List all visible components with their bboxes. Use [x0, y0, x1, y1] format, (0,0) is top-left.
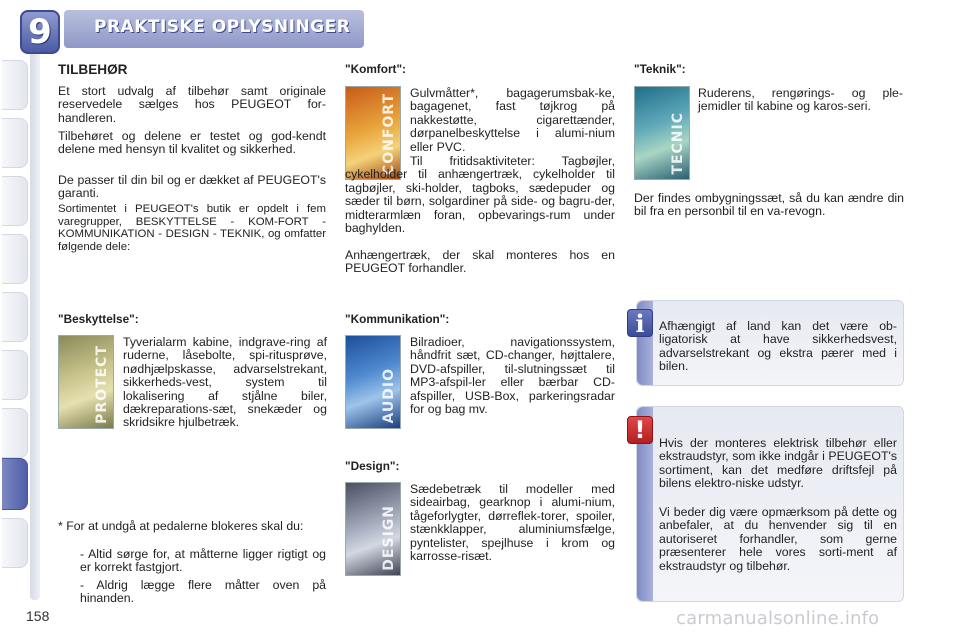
- chapter-tab[interactable]: [2, 408, 28, 458]
- tecnic-image: [634, 86, 690, 180]
- info-box: [636, 300, 904, 386]
- teknik-text: Der findes ombygningssæt, så du kan ændre din bil fra en personbil til en va-revogn.: [634, 191, 904, 219]
- chapter-tab-active[interactable]: [2, 458, 28, 510]
- protect-image: [58, 335, 114, 429]
- teknik-heading: "Teknik":: [634, 62, 686, 76]
- intro-paragraph: Tilbehøret og delene er testet og god-kendt delene med hensyn til kvalitet og sikkerhed.: [58, 129, 326, 157]
- kommunikation-heading: "Kommunikation":: [345, 312, 450, 326]
- komfort-text: Anhængertræk, der skal monteres hos en PEUGEOT forhandler.: [345, 248, 615, 276]
- protect-image-label: PROTECT: [94, 345, 110, 424]
- beskyttelse-text: Tyverialarm kabine, indgrave-ring af ruderne, låsebolte, spi-ritusprøve, nødhjælpskasse, advarselstrekant, sikkerheds-vest, system til lokalisering af stjålne biler, dækreparations-sæt, snekæder og skridsikre hjulbetræk.: [123, 335, 327, 430]
- beskyttelse-heading: "Beskyttelse":: [58, 312, 139, 326]
- chapter-tab[interactable]: [2, 518, 28, 568]
- watermark: carmanualsonline.info: [676, 608, 880, 629]
- footnote-main: * For at undgå at pedalerne blokeres skal du:: [58, 519, 304, 533]
- chapter-tab[interactable]: [2, 234, 28, 284]
- chapter-tab[interactable]: [2, 292, 28, 342]
- teknik-text: Ruderens, rengørings- og ple-jemidler til kabine og karos-seri.: [698, 86, 903, 114]
- audio-image-label: AUDIO: [381, 368, 397, 424]
- warning-box-text: Vi beder dig være opmærksom på dette og anbefaler, at du henvender sig til en autoriseret forhandler, som gerne præsenterer hele vores sorti-ment af ekstraudstyr og tilbehør.: [659, 505, 897, 573]
- info-icon: i: [627, 309, 653, 337]
- design-text: Sædebetræk til modeller med sideairbag, gearknop i alumi-nium, tågeforlygter, dørreflek-torer, spoiler, stænkklapper, aluminiumsfælge, pyntelister, spejlhuse i krom og karrosse-risæt.: [410, 482, 615, 564]
- tecnic-image-label: TECNIC: [670, 112, 686, 175]
- warning-box-text: Hvis der monteres elektrisk tilbehør eller ekstraudstyr, som ikke indgår i PEUGEOT's sortiment, kan det medføre driftsfejl på bilens elektro-niske udstyr.: [659, 436, 897, 491]
- rail-line: [30, 40, 40, 600]
- design-image-label: DESIGN: [381, 505, 397, 571]
- chapter-tab[interactable]: [2, 176, 28, 226]
- komfort-text: Gulvmåtter*, bagagerumsbak-ke, bagagenet, fast tøjkrog på nakkestøtte, cigarettænder, dørpanelbeskyttelse i alumi-nium eller PVC.: [410, 86, 615, 154]
- info-box-text: Afhængigt af land kan det være ob-ligatorisk at have sikkerhedsvest, advarselstrekant og ekstra pærer med i bilen.: [659, 319, 897, 374]
- design-heading: "Design":: [345, 459, 400, 473]
- warning-box: [636, 406, 904, 602]
- komfort-heading: "Komfort":: [345, 62, 406, 76]
- page-number: 158: [26, 608, 50, 624]
- page-title: PRAKTISKE OPLYSNINGER: [94, 17, 351, 37]
- design-image: [345, 482, 401, 576]
- chapter-tab[interactable]: [2, 350, 28, 400]
- confort-image-label: CONFORT: [381, 92, 397, 175]
- audio-image: [345, 335, 401, 429]
- kommunikation-text: Bilradioer, navigationssystem, håndfrit sæt, CD-changer, højttalere, DVD-afspiller, til-slutningssæt til MP3-afspil-ler eller bærbar CD-afspiller, USB-Box, parkeringsradar for og bag mv.: [410, 335, 615, 417]
- footnote-item: - Altid sørge for, at måtterne ligger rigtigt og er korrekt fastgjort.: [80, 547, 326, 575]
- chapter-tab[interactable]: [2, 118, 28, 168]
- komfort-text: Til fritidsaktiviteter: Tagbøjler, cykelholder til anhængertræk, cykelholder til tagbøjler, ski-holder, tagboks, sædepuder og sæder til børn, solgardiner på side- og bagru-der, midterarmlæn foran, opbevarings-rum under baghylden.: [345, 154, 615, 236]
- section-title: TILBEHØR: [58, 62, 128, 77]
- chapter-tab[interactable]: [2, 60, 28, 110]
- warning-icon: !: [627, 416, 653, 444]
- chapter-tab-rail: [0, 0, 38, 640]
- chapter-number-badge: 9: [20, 10, 60, 54]
- intro-paragraph: Et stort udvalg af tilbehør samt originale reservedele sælges hos PEUGEOT for-handleren.: [58, 84, 326, 125]
- intro-paragraph: De passer til din bil og er dækket af PEUGEOT's garanti.: [58, 173, 326, 201]
- intro-small-paragraph: Sortimentet i PEUGEOT's butik er opdelt i fem varegrupper, BESKYTTELSE - KOM-FORT - KOMMUNIKATION - DESIGN - TEKNIK, og omfatter følgende dele:: [58, 203, 326, 253]
- footnote-item: - Aldrig lægge flere måtter oven på hinanden.: [80, 578, 326, 606]
